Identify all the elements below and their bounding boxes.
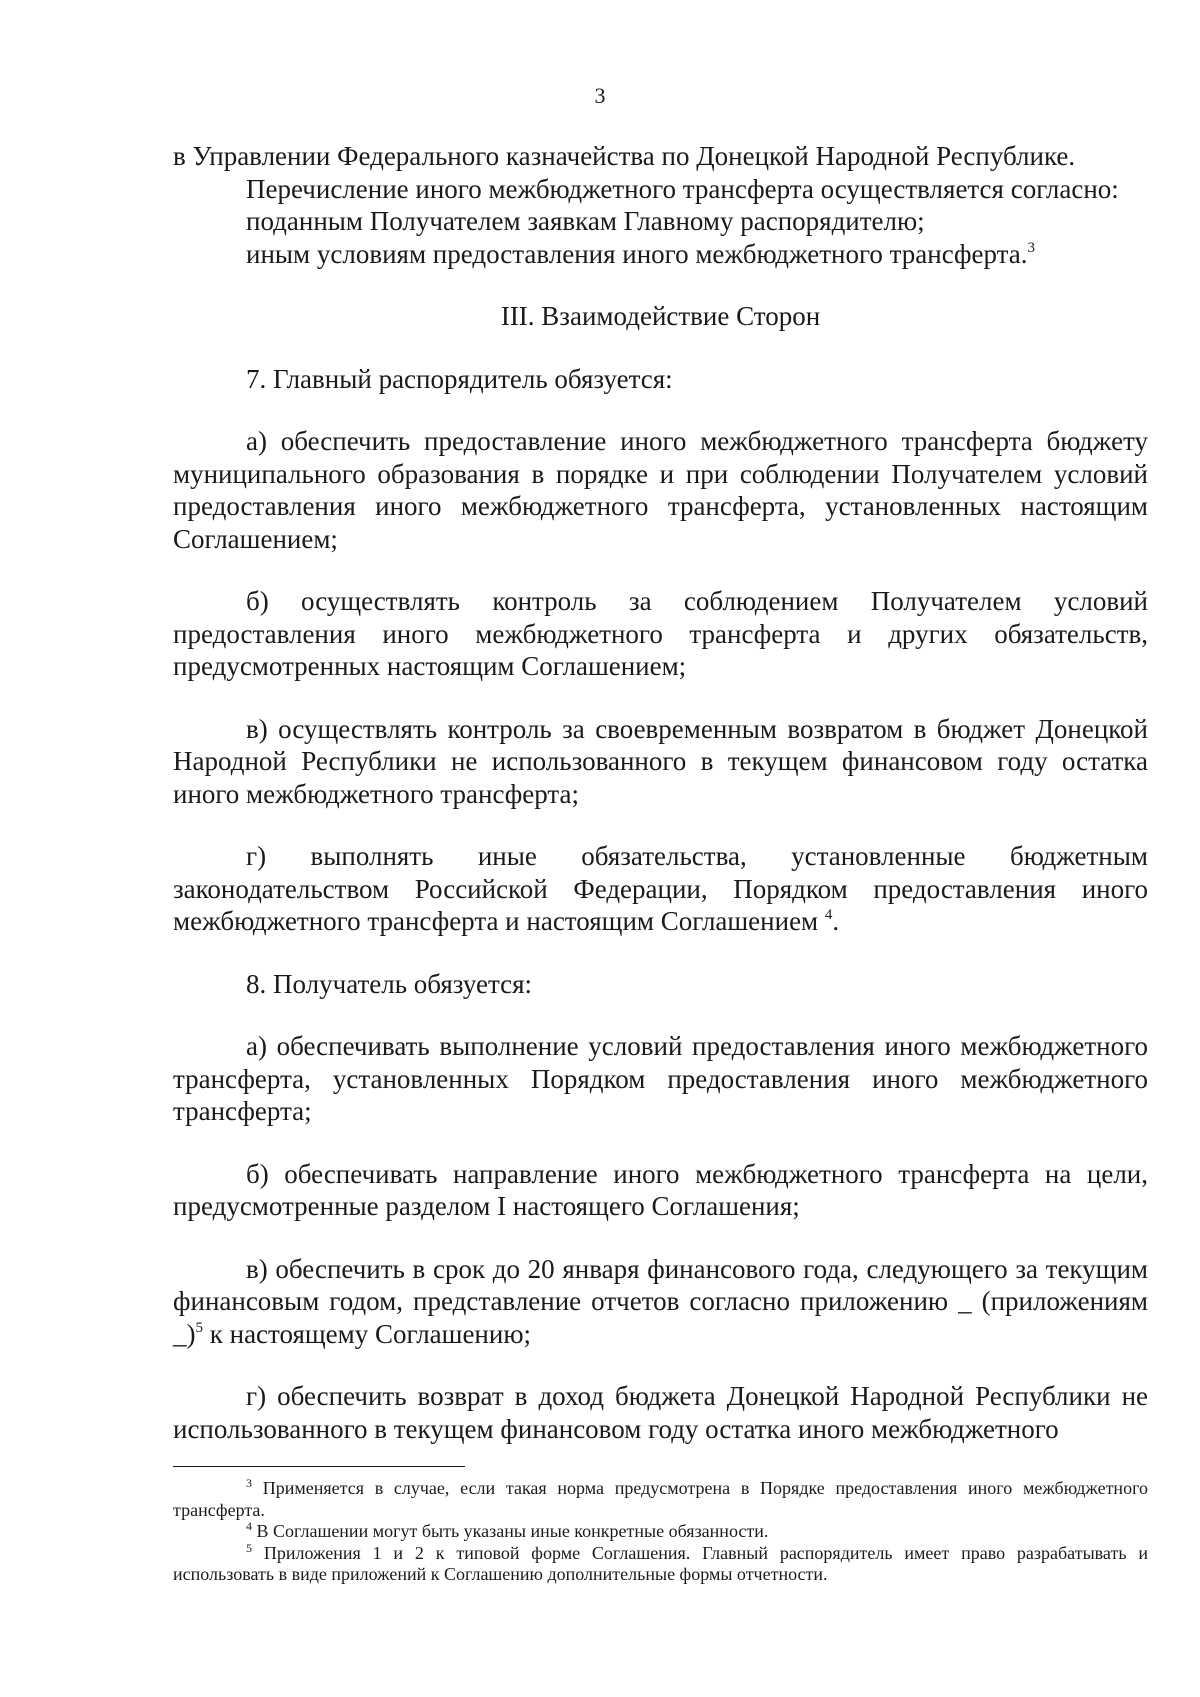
footnote-5-mark: 5	[246, 1540, 252, 1555]
document-body	[173, 140, 1148, 1445]
clause-7g	[173, 840, 1148, 938]
clause-8v-end: к настоящему Соглашению;	[203, 1318, 532, 1349]
footnote-5-text: Приложения 1 и 2 к типовой форме Соглашения. Главный распорядитель имеет право разрабатывать и использовать в виде приложений к Соглашению дополнительные формы отчетности.	[173, 1542, 1148, 1584]
clause-7v: в) осуществлять контроль за своевременным возвратом в бюджет Донецкой Народной Республики не использованного в текущем финансовом году остатка иного межбюджетного трансферта;	[173, 713, 1148, 809]
clause-8b: б) обеспечивать направление иного межбюджетного трансферта на цели, предусмотренные разделом I настоящего Соглашения;	[173, 1158, 1148, 1221]
paragraph-transfer-item-1: поданным Получателем заявкам Главному распорядителю;	[246, 206, 925, 236]
clause-8a: а) обеспечивать выполнение условий предоставления иного межбюджетного трансферта, установленных Порядком предоставления иного межбюджетного трансферта;	[173, 1031, 1148, 1126]
clause-8v	[173, 1253, 1148, 1351]
transfer-item-2-text: иным условиям предоставления иного межбюджетного трансферта.	[246, 238, 1028, 269]
clause-8-title: 8. Получатель обязуется:	[246, 968, 533, 999]
footnotes	[173, 1478, 1148, 1586]
footnote-5	[173, 1540, 1148, 1586]
footnote-3-text: Применяется в случае, если такая норма предусмотрена в Порядке предоставления иного межбюджетного трансферта.	[173, 1478, 1149, 1520]
clause-7g-text: г) выполнять иные обязательства, установленные бюджетным законодательством Российской Федерации, Порядком предоставления иного межбюджетного трансферта и настоящим Соглашением	[173, 841, 1148, 936]
clause-7-title: 7. Главный распорядитель обязуется:	[246, 363, 673, 394]
footnote-divider	[173, 1466, 465, 1467]
footnote-4	[173, 1521, 1148, 1543]
footnote-4-text: В Соглашении могут быть указаны иные конкретные обязанности.	[256, 1521, 769, 1541]
clause-7a: а) обеспечить предоставление иного межбюджетного трансферта бюджету муниципального образования в порядке и при соблюдении Получателем условий предоставления иного межбюджетного трансферта, установленных настоящим Соглашением;	[173, 426, 1148, 554]
clause-7g-end: .	[832, 906, 840, 936]
footnote-ref-4: 4	[824, 907, 833, 923]
footnote-4-mark: 4	[246, 1519, 252, 1533]
paragraph-transfer-item-2	[173, 238, 1148, 271]
footnote-3	[173, 1478, 1148, 1521]
footnote-3-mark: 3	[246, 1476, 252, 1490]
footnote-ref-3: 3	[1027, 239, 1036, 256]
page-number: 3	[594, 83, 606, 108]
paragraph-transfer-intro: Перечисление иного межбюджетного трансферта осуществляется согласно:	[246, 173, 1119, 204]
clause-8v-text: в) обеспечить в срок до 20 января финансового года, следующего за текущим финансовым годом, представление отчетов согласно приложению _ (приложениям _)	[173, 1253, 1148, 1349]
section-heading: III. Взаимодействие Сторон	[500, 301, 821, 331]
clause-8g: г) обеспечить возврат в доход бюджета Донецкой Народной Республики не использованного в текущем финансовом году остатка иного межбюджетного	[173, 1381, 1148, 1444]
footnote-ref-5: 5	[195, 1319, 203, 1336]
clause-7b: б) осуществлять контроль за соблюдением Получателем условий предоставления иного межбюджетного трансферта и других обязательств, предусмотренных настоящим Соглашением;	[173, 586, 1148, 681]
paragraph-continuation: в Управлении Федерального казначейства по Донецкой Народной Республике.	[173, 141, 1076, 171]
